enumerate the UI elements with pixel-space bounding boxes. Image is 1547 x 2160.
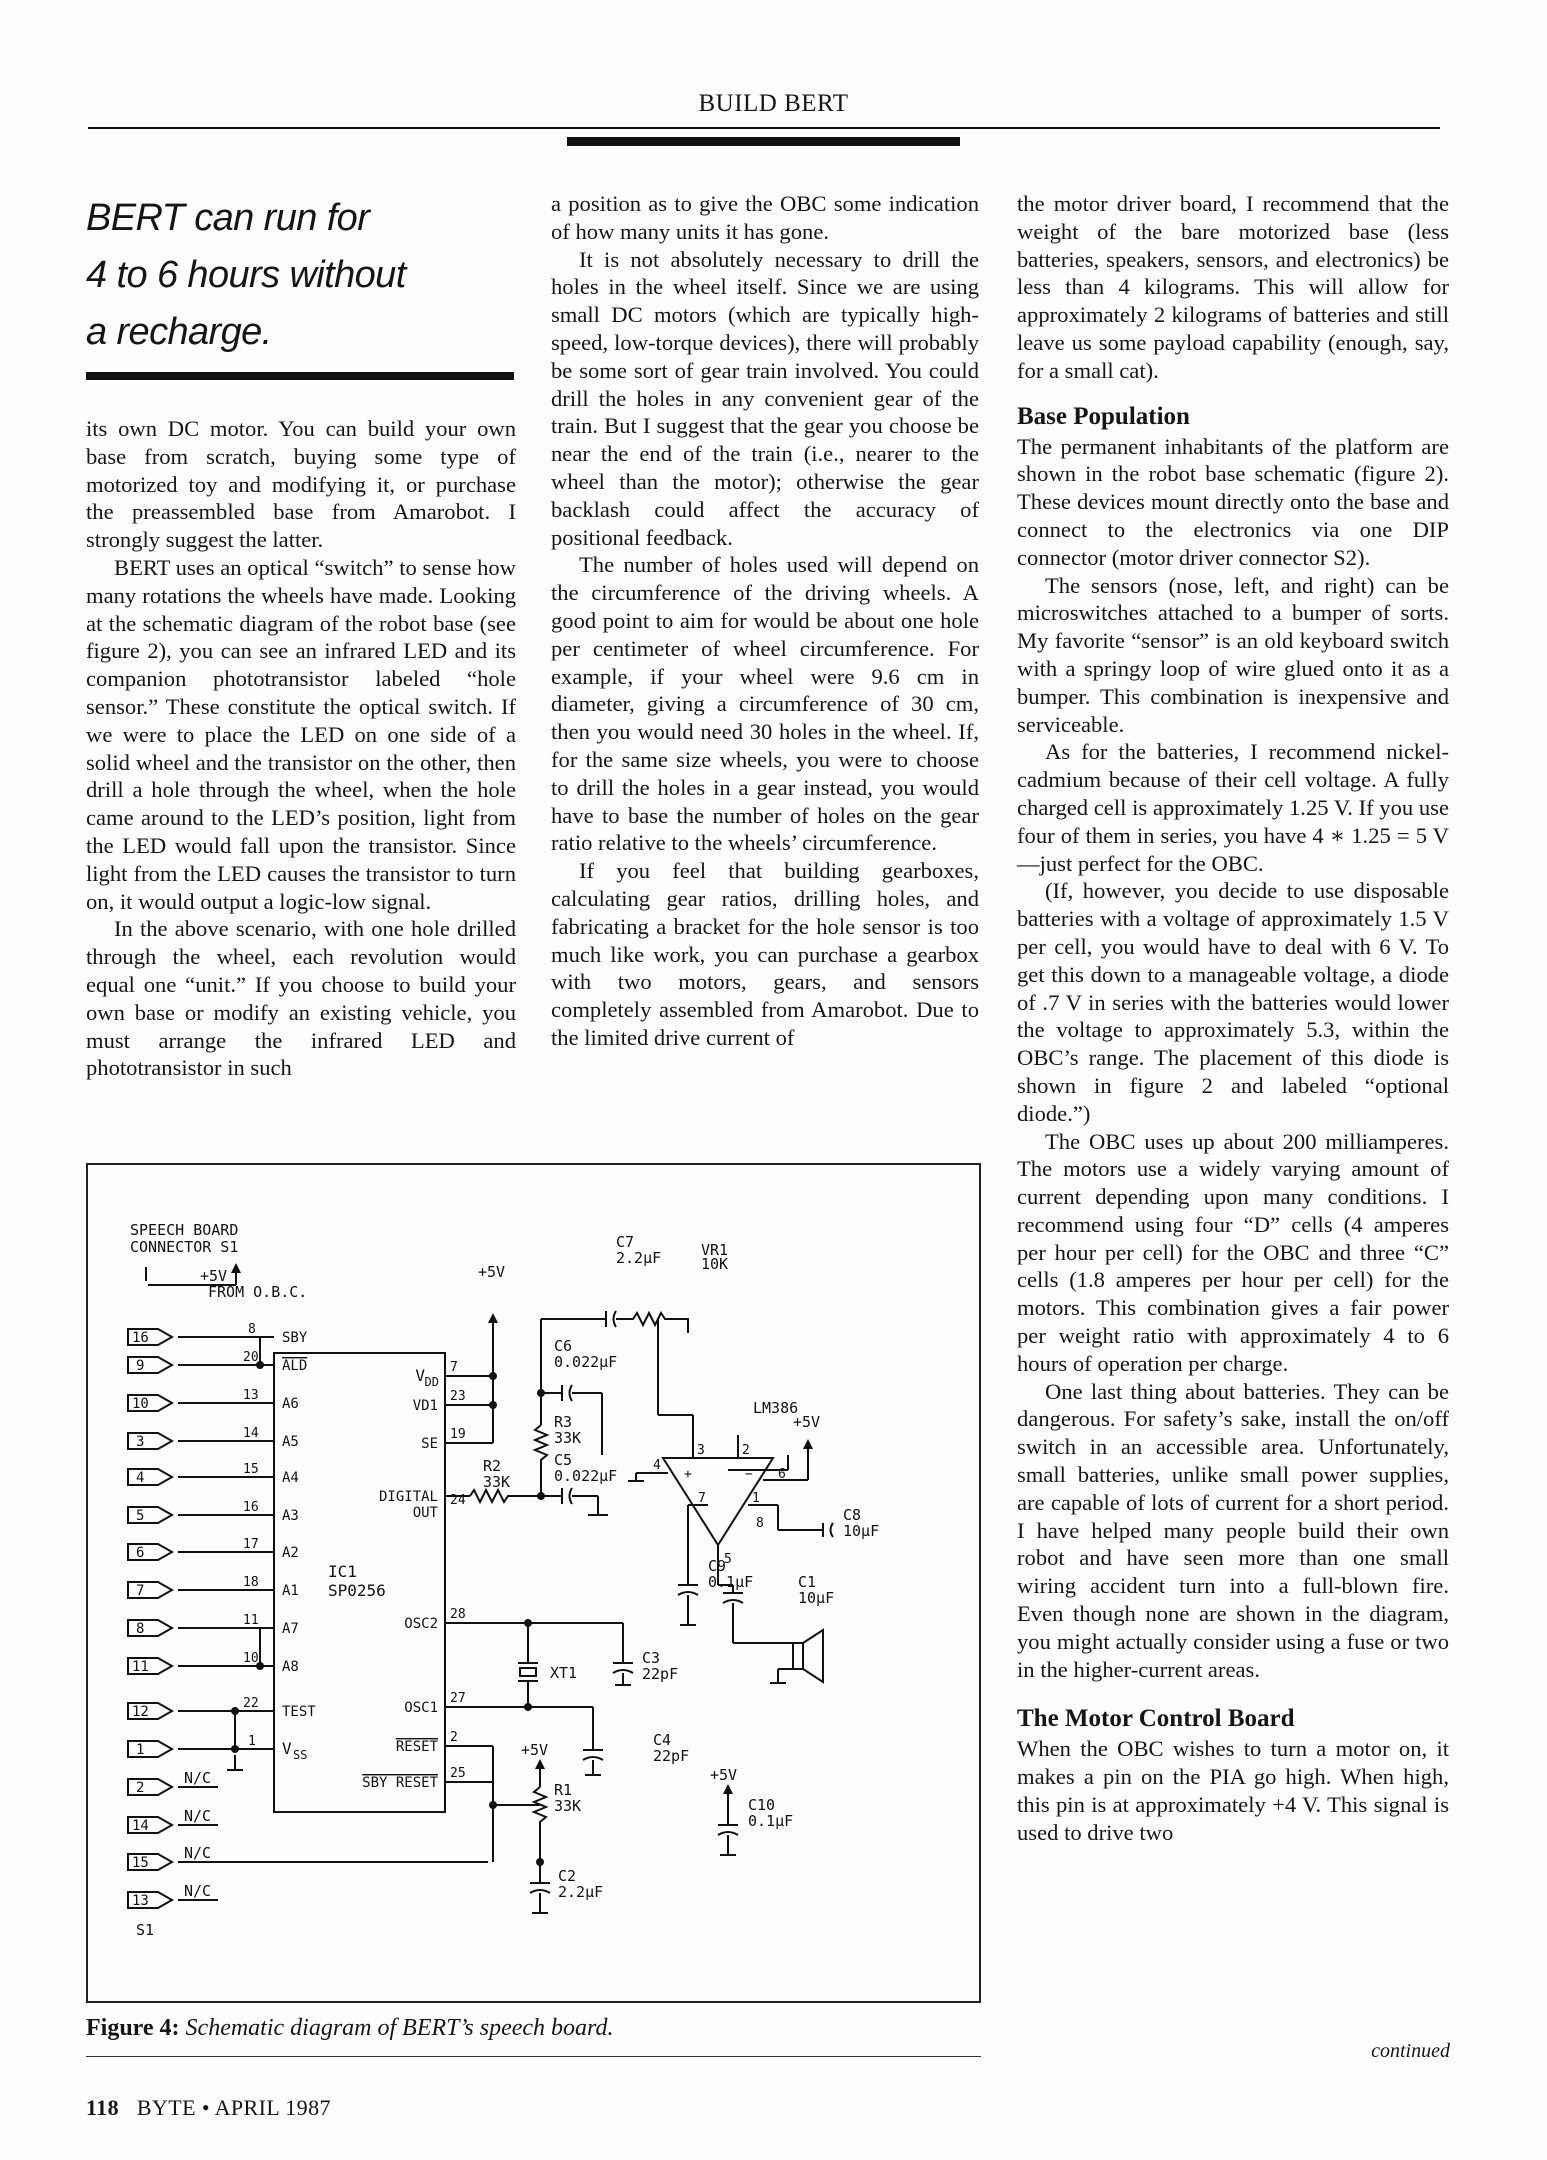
figure-caption bbox=[86, 2013, 981, 2043]
paragraph: its own DC motor. You can build your own base from scratch, buying some type of motorized toy and modifying it, or purchase the preassembled base from Amarobot. I strongly suggest the latter. bbox=[86, 416, 516, 553]
connector-pin bbox=[128, 1854, 172, 1871]
c1-value: 10μF bbox=[798, 1589, 835, 1607]
pull-quote-line: a recharge. bbox=[86, 311, 272, 353]
paragraph: It is not absolutely necessary to drill the holes in the wheel itself. Since we are using small DC motors (which are typically high-speed, low-torque devices), there will probably be some sort of gear train involved. You could drill the holes in any convenient gear of the train. But I suggest that the gear you choose be near the end of the train (i.e., nearer to the wheel than the motor); otherwise the gear backlash could affect the accuracy of positional feedback. bbox=[551, 246, 979, 550]
paragraph: The number of holes used will depend on the circumference of the driving wheels. A good point to aim for would be about one hole per centimeter of wheel circumference. For example, if your wheel were 9.6 cm in diameter, giving a circumference of 30 cm, then you would need 30 holes in the wheel. If, for the same size wheels, you were to choose to drill the holes in a gear instead, you would have to base the number of holes on the gear ratio relative to the wheels’ circumference. bbox=[551, 552, 979, 856]
svg-text:9: 9 bbox=[136, 1358, 145, 1374]
connector-title-1: SPEECH BOARD bbox=[130, 1221, 239, 1239]
svg-text:12: 12 bbox=[132, 1704, 149, 1720]
pin-name: OUT bbox=[412, 1505, 438, 1521]
page-footer bbox=[86, 2095, 331, 2121]
paragraph: BERT uses an optical “switch” to sense how many rotations the wheels have made. Looking at the schematic diagram of the robot base (see figure 2), you can see an infrared LED and its companion phototransistor labeled “hole sensor.” These constitute the optical switch. If we were to place the LED on one side of a solid wheel and the transistor on the other, then drill a hole through the wheel, when the hole came around to the LED’s position, light from the LED would fall upon the transistor. Since light from the LED causes the transistor to turn on, it would output a logic-low signal. bbox=[86, 554, 516, 914]
from-obc-label: FROM O.B.C. bbox=[208, 1283, 308, 1301]
vcc-label: +5V bbox=[521, 1741, 549, 1759]
pin-number: 11 bbox=[243, 1613, 259, 1628]
paragraph: The OBC uses up about 200 milliamperes. The motors use a widely varying amount of current depending upon many conditions. I recommend using four “D” cells (4 amperes per hour per cell) for the OBC and three “C” cells (1.8 amperes per hour per cell) for the motors. This combination gives a fair power per weight ratio with approximately 4 to 6 hours of operation per charge. bbox=[1017, 1128, 1449, 1376]
pin-number: 16 bbox=[243, 1500, 259, 1515]
paragraph: In the above scenario, with one hole drilled through the wheel, each revolution would equal one “unit.” If you choose to build your own base or modify an existing vehicle, you must arrange the infrared LED and phototransistor in such bbox=[86, 916, 516, 1081]
amp-pin: 5 bbox=[724, 1552, 732, 1567]
nc-label: N/C bbox=[184, 1882, 212, 1900]
amp-pin: 7 bbox=[698, 1491, 706, 1506]
pin-name: V bbox=[415, 1366, 425, 1385]
vcc-label: +5V bbox=[200, 1267, 228, 1285]
r3-label: R3 bbox=[554, 1413, 573, 1431]
pin-name: DIGITAL bbox=[378, 1489, 438, 1505]
connector-pin bbox=[128, 1582, 172, 1599]
c9-label: C9 bbox=[708, 1557, 727, 1575]
connector-pin bbox=[128, 1779, 172, 1796]
column-2 bbox=[551, 190, 979, 1052]
caption-text: Schematic diagram of BERT’s speech board. bbox=[185, 2015, 614, 2041]
paragraph: a position as to give the OBC some indication of how many units it has gone. bbox=[551, 191, 979, 244]
svg-text:7: 7 bbox=[136, 1583, 145, 1599]
amp-pin: 2 bbox=[742, 1443, 750, 1458]
xt1-label: XT1 bbox=[550, 1664, 578, 1682]
c2-label: C2 bbox=[558, 1867, 577, 1885]
pin-number: 7 bbox=[450, 1360, 458, 1375]
header-rule bbox=[88, 127, 1440, 129]
svg-text:14: 14 bbox=[132, 1818, 149, 1834]
connector-pin bbox=[128, 1329, 172, 1346]
pin-name: V bbox=[282, 1739, 292, 1758]
c10-value: 0.1μF bbox=[748, 1812, 794, 1830]
r1-value: 33K bbox=[554, 1797, 582, 1815]
pin-name: A1 bbox=[282, 1583, 299, 1599]
pin-number: 1 bbox=[248, 1734, 256, 1749]
pin-name: OSC2 bbox=[404, 1616, 438, 1632]
svg-text:3: 3 bbox=[136, 1434, 145, 1450]
amp-plus: + bbox=[684, 1467, 692, 1482]
svg-text:16: 16 bbox=[132, 1330, 149, 1346]
c5-label: C5 bbox=[554, 1451, 573, 1469]
paragraph: the motor driver board, I recommend that the weight of the bare motorized base (less batteries, speakers, sensors, and electronics) be less than 4 kilograms. This will allow for approximately 2 kilograms of batteries and still leave us some payload capability (enough, say, for a small cat). bbox=[1017, 191, 1449, 383]
connector-pin bbox=[128, 1544, 172, 1561]
pin-name: SBY RESET bbox=[362, 1775, 438, 1791]
pin-name: TEST bbox=[282, 1704, 316, 1720]
pin-name: VD1 bbox=[412, 1398, 438, 1414]
paragraph: As for the batteries, I recommend nickel-cadmium because of their cell voltage. A fully charged cell is approximately 1.25 V. If you use four of them in series, you have 4 ∗ 1.25 = 5 V—just perfect for the OBC. bbox=[1017, 739, 1449, 876]
c6-label: C6 bbox=[554, 1337, 573, 1355]
publication-line: BYTE • APRIL 1987 bbox=[136, 2095, 331, 2120]
lm386-label: LM386 bbox=[753, 1399, 799, 1417]
pin-name: RESET bbox=[395, 1739, 438, 1755]
continued-note: continued bbox=[1371, 2040, 1450, 2062]
paragraph: The sensors (nose, left, and right) can be microswitches attached to a bumper of sorts. My favorite “sensor” is an old keyboard switch with a springy loop of wire glued onto it as a bumper. This combination is inexpensive and serviceable. bbox=[1017, 572, 1449, 737]
svg-text:4: 4 bbox=[136, 1470, 145, 1486]
connector-pin bbox=[128, 1741, 172, 1758]
pin-number: 15 bbox=[243, 1462, 259, 1477]
connector-pin bbox=[128, 1507, 172, 1524]
connector-pin bbox=[128, 1658, 172, 1675]
vr1-value: 10K bbox=[701, 1255, 729, 1273]
c9-value: 0.1μF bbox=[708, 1573, 754, 1591]
connector-pin bbox=[128, 1357, 172, 1374]
r2-value: 33K bbox=[483, 1473, 511, 1491]
pin-name-subscript: SS bbox=[293, 1748, 308, 1762]
paragraph: When the OBC wishes to turn a motor on, it makes a pin on the PIA go high. When high, this pin is at approximately +4 V. This signal is used to drive two bbox=[1017, 1736, 1449, 1845]
svg-text:15: 15 bbox=[132, 1855, 149, 1871]
header-bar bbox=[567, 137, 960, 146]
pin-number: 22 bbox=[243, 1696, 259, 1711]
svg-text:10: 10 bbox=[132, 1396, 149, 1412]
svg-text:2: 2 bbox=[136, 1780, 145, 1796]
page-number: 118 bbox=[86, 2095, 119, 2120]
r1-label: R1 bbox=[554, 1781, 573, 1799]
c3-label: C3 bbox=[642, 1649, 661, 1667]
paragraph: (If, however, you decide to use disposable batteries with a voltage of approximately 1.5 V per cell, you would have to deal with 6 V. To get this down to a manageable voltage, a diode of .7 V in series with the batteries would lower the voltage to approximately 5.3, within the OBC’s range. The placement of this diode is shown in figure 2 and labeled “optional diode.”) bbox=[1017, 878, 1449, 1126]
pin-number: 28 bbox=[450, 1607, 466, 1622]
paragraph: One last thing about batteries. They can be dangerous. For safety’s sake, install the on/off switch in an accessible area. Unfortunately, small batteries, unlike small power supplies, are capable of lots of current for a short period. I have helped many people build their own robot and have seen more than one small wiring accident turn into a full-blown fire. Even though none are shown in the diagram, you might actually consider using a fuse or two in the higher-current areas. bbox=[1017, 1378, 1449, 1682]
nc-label: N/C bbox=[184, 1769, 212, 1787]
pin-name: A6 bbox=[282, 1396, 299, 1412]
svg-text:6: 6 bbox=[136, 1545, 145, 1561]
pin-name: A5 bbox=[282, 1434, 299, 1450]
pin-name: A2 bbox=[282, 1545, 299, 1561]
pin-number: 25 bbox=[450, 1766, 466, 1781]
ic-ref: IC1 bbox=[328, 1562, 357, 1581]
paragraph: If you feel that building gearboxes, calculating gear ratios, drilling holes, and fabricating a bracket for the hole sensor is too much like work, you can purchase a gearbox with two motors, gears, and sensors completely assembled from Amarobot. Due to the limited drive current of bbox=[551, 858, 979, 1050]
amp-pin: 1 bbox=[752, 1491, 760, 1506]
svg-text:1: 1 bbox=[136, 1742, 145, 1758]
svg-text:5: 5 bbox=[136, 1508, 145, 1524]
vcc-label: +5V bbox=[793, 1413, 821, 1431]
pin-number: 2 bbox=[450, 1730, 458, 1745]
speech-board-schematic bbox=[88, 1165, 979, 2001]
amp-pin: 8 bbox=[756, 1516, 764, 1531]
s1-label: S1 bbox=[136, 1921, 155, 1939]
c5-value: 0.022μF bbox=[554, 1467, 618, 1485]
connector-pin bbox=[128, 1892, 172, 1909]
svg-text:11: 11 bbox=[132, 1659, 149, 1675]
amp-pin: 3 bbox=[697, 1443, 705, 1458]
c7-label: C7 bbox=[616, 1233, 635, 1251]
connector-pin bbox=[128, 1433, 172, 1450]
section-heading-motor-control: The Motor Control Board bbox=[1017, 1705, 1295, 1733]
pin-number: 10 bbox=[243, 1651, 259, 1666]
paragraph: The permanent inhabitants of the platform are shown in the robot base schematic (figure 2). These devices mount directly onto the base and connect to the electronics via one DIP connector (motor driver connector S2). bbox=[1017, 433, 1449, 570]
amp-minus: − bbox=[745, 1467, 753, 1482]
svg-text:8: 8 bbox=[136, 1621, 145, 1637]
c4-value: 22pF bbox=[653, 1747, 690, 1765]
c6-value: 0.022μF bbox=[554, 1353, 618, 1371]
connector-pins bbox=[128, 1329, 172, 1909]
connector-pin bbox=[128, 1469, 172, 1486]
pin-number: 19 bbox=[450, 1427, 466, 1442]
pin-number: 20 bbox=[243, 1350, 259, 1365]
caption-rule bbox=[86, 2056, 981, 2057]
svg-text:13: 13 bbox=[132, 1893, 149, 1909]
connector-pin bbox=[128, 1703, 172, 1720]
running-head: BUILD BERT bbox=[698, 90, 849, 117]
c4-label: C4 bbox=[653, 1731, 672, 1749]
r3-value: 33K bbox=[554, 1429, 582, 1447]
vr1-label: VR1 bbox=[701, 1241, 729, 1259]
r2-label: R2 bbox=[483, 1457, 502, 1475]
vcc-label: +5V bbox=[478, 1263, 506, 1281]
pin-name: A3 bbox=[282, 1508, 299, 1524]
c1-label: C1 bbox=[798, 1573, 817, 1591]
section-heading-base-population: Base Population bbox=[1017, 402, 1190, 430]
pin-name: A7 bbox=[282, 1621, 299, 1637]
pin-number: 17 bbox=[243, 1537, 259, 1552]
pin-name: A4 bbox=[282, 1470, 299, 1486]
pull-quote-line: BERT can run for bbox=[86, 197, 370, 239]
connector-pin bbox=[128, 1395, 172, 1412]
column-3 bbox=[1017, 190, 1449, 1847]
c8-label: C8 bbox=[843, 1506, 862, 1524]
c3-value: 22pF bbox=[642, 1665, 679, 1683]
amp-pin: 4 bbox=[653, 1458, 661, 1473]
c8-value: 10μF bbox=[843, 1522, 880, 1540]
vcc-label: +5V bbox=[710, 1766, 738, 1784]
pin-name: ALD bbox=[282, 1358, 308, 1374]
ic-part: SP0256 bbox=[328, 1581, 386, 1600]
connector-title-2: CONNECTOR S1 bbox=[130, 1238, 239, 1256]
pull-quote-line: 4 to 6 hours without bbox=[86, 254, 406, 296]
connector-pin bbox=[128, 1620, 172, 1637]
connector-pin bbox=[128, 1817, 172, 1834]
pin-name-subscript: DD bbox=[424, 1375, 439, 1389]
pin-name: OSC1 bbox=[404, 1700, 438, 1716]
amp-pin: 6 bbox=[778, 1467, 786, 1482]
c10-label: C10 bbox=[748, 1796, 776, 1814]
pin-number: 23 bbox=[450, 1389, 466, 1404]
pin-number: 13 bbox=[243, 1388, 259, 1403]
pin-name: A8 bbox=[282, 1659, 299, 1675]
pin-number: 8 bbox=[248, 1322, 256, 1337]
pin-number: 24 bbox=[450, 1493, 466, 1508]
c2-value: 2.2μF bbox=[558, 1883, 604, 1901]
figure-4-schematic bbox=[86, 1163, 981, 2003]
caption-label: Figure 4: bbox=[86, 2015, 180, 2041]
nc-label: N/C bbox=[184, 1844, 212, 1862]
pull-quote-rule bbox=[86, 372, 514, 380]
pin-number: 18 bbox=[243, 1575, 259, 1590]
c7-value: 2.2μF bbox=[616, 1249, 662, 1267]
column-1 bbox=[86, 415, 516, 1082]
pull-quote bbox=[86, 190, 516, 361]
pin-name: SBY bbox=[282, 1330, 308, 1346]
nc-label: N/C bbox=[184, 1807, 212, 1825]
pin-number: 14 bbox=[243, 1426, 259, 1441]
pin-name: SE bbox=[421, 1436, 438, 1452]
pin-number: 27 bbox=[450, 1691, 466, 1706]
